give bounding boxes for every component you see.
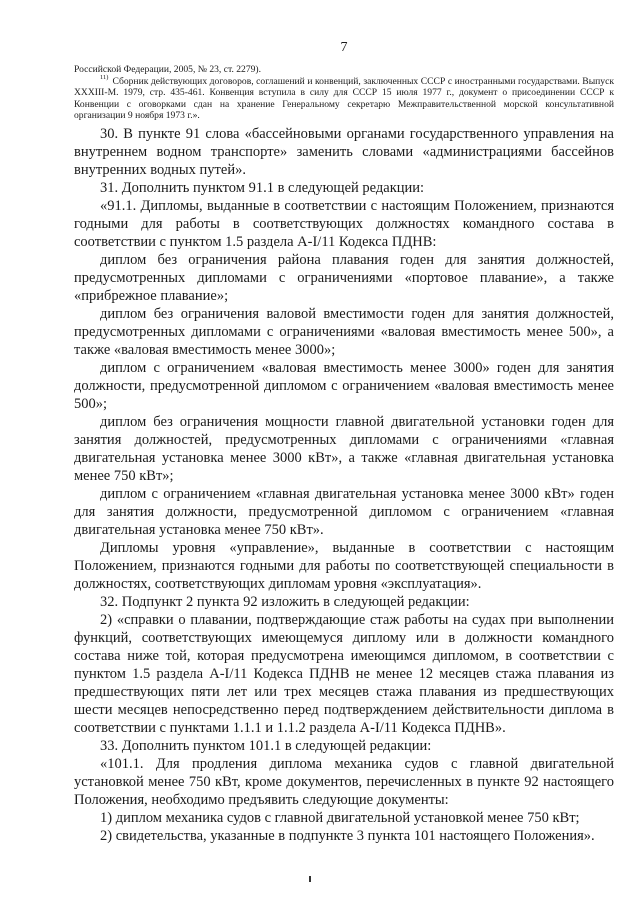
paragraph-management-level: Дипломы уровня «управление», выданные в соответствии с настоящим Положением, признаются годными для работы по соответствующей специальности в должностях, соответствующих дипломам уровня «эксплуатация».: [74, 539, 614, 592]
page-number: 7: [340, 40, 348, 55]
paragraph-doc-2: 2) свидетельства, указанные в подпункте 3 пункта 101 настоящего Положения».: [100, 827, 595, 844]
paragraph-101-1: «101.1. Для продления диплома механика судов с главной двигательной установкой менее 750 кВт, кроме документов, перечисленных в пункте 92 настоящего Положения, необходимо предъявить следующие документы:: [74, 755, 614, 808]
footnote: [74, 64, 614, 122]
footnote-text: Сборник действующих договоров, соглашений и конвенций, заключенных СССР с иностранными государствами. Выпуск XXXIII-M. 1979, стр. 435-461. Конвенция вступила в силу для СССР 15 июля 1977 г., документ о присоединении СССР к Конвенции с оговорками сдан на хранение Генеральному секретарю Межправительственной морской консультативной организации 9 ноября 1973 г.».: [74, 75, 614, 121]
paragraph-power-3000: диплом с ограничением «главная двигательная установка менее 3000 кВт» годен для занятия должности, предусмотренной дипломом с ограничением «главная двигательная установка менее 750 кВт».: [74, 485, 614, 538]
paragraph-power-restriction: диплом без ограничения мощности главной двигательной установки годен для занятия должностей, предусмотренных дипломами с ограничениями «главная двигательная установка менее 3000 кВт», а также «главная двигательная установка менее 750 кВт»;: [74, 413, 614, 484]
paragraph-item-33: 33. Дополнить пунктом 101.1 в следующей редакции:: [100, 737, 432, 754]
footnote-11: [74, 76, 614, 122]
paragraph-item-30: 30. В пункте 91 слова «бассейновыми органами государственного управления на внутреннем водном транспорте» заменить словами «администрациями бассейнов внутренних водных путей».: [74, 125, 614, 178]
footnote-continuation: Российской Федерации, 2005, № 23, ст. 2279).: [74, 64, 262, 75]
paragraph-91-1: «91.1. Дипломы, выданные в соответствии с настоящим Положением, признаются годными для работы в соответствующих должностях командного состава в соответствии с пунктом 1.5 раздела A-I/11 Кодекса ПДНВ:: [74, 197, 614, 250]
paragraph-area-restriction: диплом без ограничения района плавания годен для занятия должностей, предусмотренных дипломами с ограничениями «портовое плавание», а также «прибрежное плавание»;: [74, 251, 614, 304]
footnote-marker: 11): [100, 74, 109, 82]
document-body: [74, 125, 614, 845]
scan-mark: [309, 876, 311, 882]
paragraph-item-32: 32. Подпункт 2 пункта 92 изложить в следующей редакции:: [100, 593, 470, 610]
paragraph-subitem-2: 2) «справки о плавании, подтверждающие стаж работы на судах при выполнении функций, соответствующих имеющемуся диплому или в должности командного состава ниже той, которая предусмотрена имеющимся дипломом, в соответствии с пунктом 1.5 раздела A-I/11 Кодекса ПДНВ не менее 12 месяцев стажа плавания из предшествующих пяти лет или трех месяцев стажа плавания из предшествующих шести месяцев непосредственно перед подтверждением действительности диплома в соответствии с пунктами 1.1.1 и 1.1.2 раздела A-I/11 Кодекса ПДНВ».: [74, 611, 614, 736]
paragraph-item-31: 31. Дополнить пунктом 91.1 в следующей редакции:: [100, 179, 425, 196]
paragraph-tonnage-3000: диплом с ограничением «валовая вместимость менее 3000» годен для занятия должности, предусмотренной дипломом с ограничением «валовая вместимость менее 500»;: [74, 359, 614, 412]
paragraph-tonnage-restriction: диплом без ограничения валовой вместимости годен для занятия должностей, предусмотренных дипломами с ограничениями «валовая вместимость менее 500», а также «валовая вместимость менее 3000»;: [74, 305, 614, 358]
paragraph-doc-1: 1) диплом механика судов с главной двигательной установкой менее 750 кВт;: [100, 809, 580, 826]
